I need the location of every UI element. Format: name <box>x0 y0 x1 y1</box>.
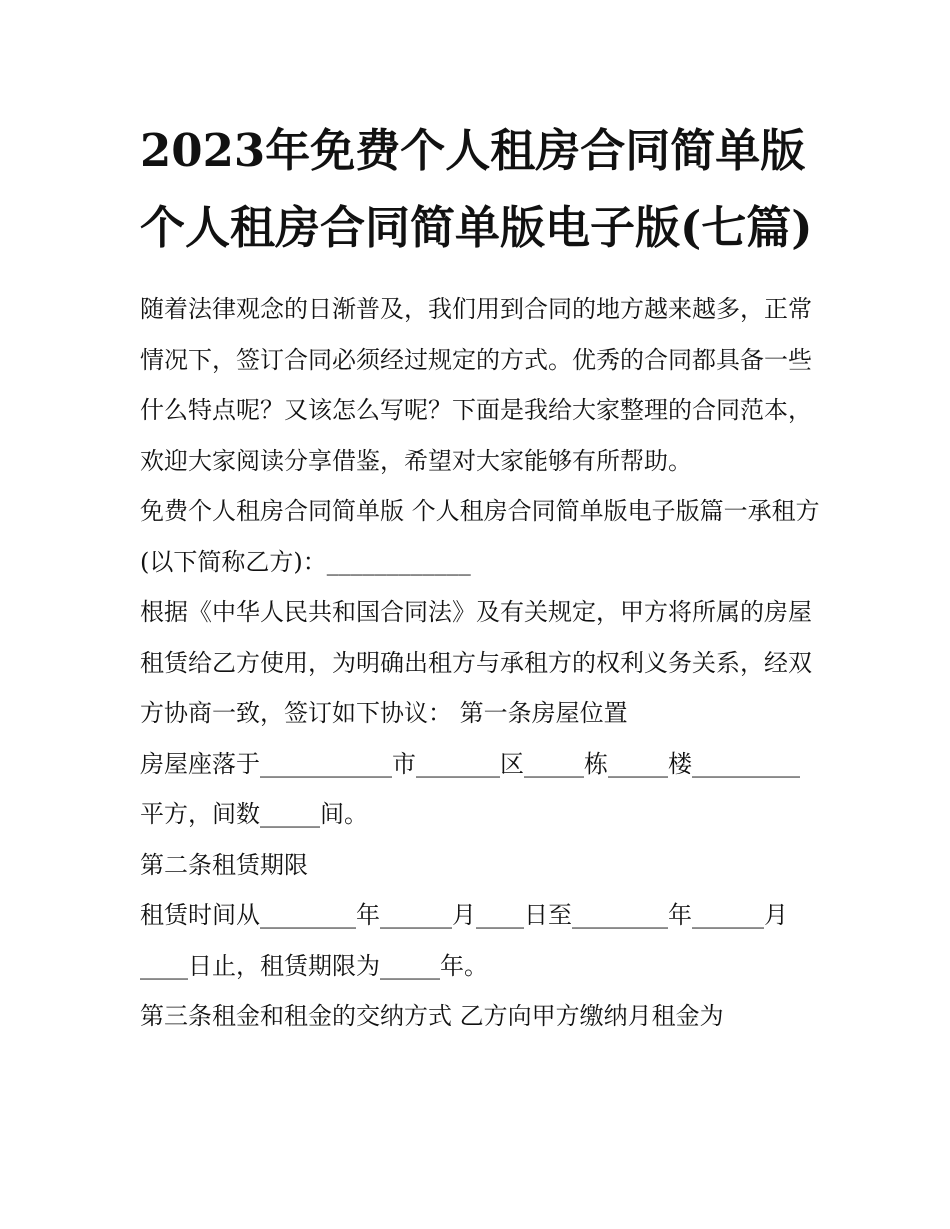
document-page <box>140 112 820 1042</box>
lessee-paragraph: 免费个人租房合同简单版 个人租房合同简单版电子版篇一承租方(以下简称乙方)：____________ <box>140 497 820 576</box>
document-body <box>140 284 820 1042</box>
document-title: 2023年免费个人租房合同简单版 个人租房合同简单版电子版(七篇) <box>140 124 813 254</box>
agreement-paragraph: 根据《中华人民共和国合同法》及有关规定，甲方将所属的房屋租赁给乙方使用，为明确出租方与承租方的权利义务关系，经双方协商一致，签订如下协议： 第一条房屋位置 <box>140 598 812 727</box>
article-two-heading: 第二条租赁期限 <box>140 850 308 879</box>
lease-term-paragraph: 租赁时间从________年______月____日至________年______月____日止，租赁期限为_____年。 <box>140 901 788 980</box>
article-three-paragraph: 第三条租金和租金的交纳方式 乙方向甲方缴纳月租金为 <box>140 1002 724 1030</box>
intro-paragraph: 随着法律观念的日渐普及，我们用到合同的地方越来越多，正常情况下，签订合同必须经过规定的方式。优秀的合同都具备一些什么特点呢？又该怎么写呢？下面是我给大家整理的合同范本，欢迎大家阅读分享借鉴，希望对大家能够有所帮助。 <box>140 295 812 475</box>
location-paragraph: 房屋座落于___________市_______区_____栋_____楼_________平方，间数_____间。 <box>140 749 800 828</box>
